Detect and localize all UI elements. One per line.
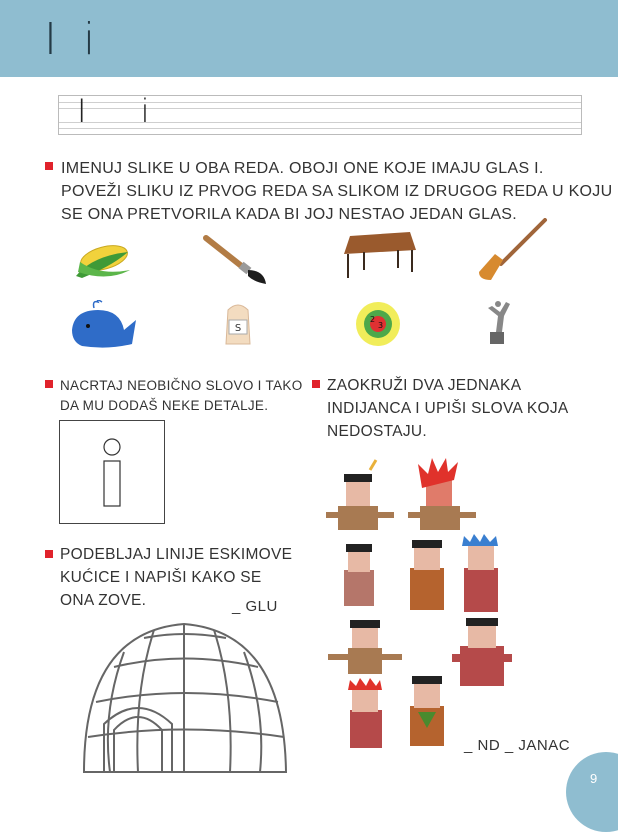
page-number: 9 [590,771,598,786]
task-bullet [312,380,320,388]
igloo-drawing[interactable] [74,612,294,782]
target-icon [354,300,402,348]
task4-line: PODEBLJAJ LINIJE ESKIMOVE [60,546,293,563]
task-bullet [45,380,53,388]
target-number: 2 [370,315,376,324]
indians-illustration [322,458,572,748]
target-number: 3 [378,321,384,330]
task1-line: POVEŽI SLIKU IZ PRVOG REDA SA SLIKOM IZ DRUGOG REDA U KOJU [61,183,613,200]
letter-i-outline [60,421,164,523]
drawing-box[interactable] [59,420,165,524]
salt-letter: S [234,323,242,334]
task4-line: ONA ZOVE. [60,592,147,609]
task4-line: KUĆICE I NAPIŠI KAKO SE [60,569,262,586]
broom-icon [475,218,549,284]
task1-text [61,157,612,226]
task-bullet [45,550,53,558]
salt-shaker-icon [218,300,258,348]
brush-icon [202,234,270,286]
task-bullet [45,162,53,170]
task1-line: IMENUJ SLIKE U OBA REDA. OBOJI ONE KOJE IMAJU GLAS I. [61,160,544,177]
whale-icon [68,300,140,350]
writing-sample: I i [77,92,172,130]
task2-line: NACRTAJ NEOBIČNO SLOVO I TAKO [60,378,303,393]
task3-line: ZAOKRUŽI DVA JEDNAKA [327,377,522,394]
corn-icon [72,236,134,284]
statue-icon [478,298,518,348]
task2-line: DA MU DODAŠ NEKE DETALJE. [60,398,269,413]
task1-line: SE ONA PRETVORILA KADA BI JOJ NESTAO JEDAN GLAS. [61,206,518,223]
handwriting-lines [58,92,582,135]
igloo-word: _ GLU [232,598,278,615]
page-corner [566,752,618,832]
task3-line: NEDOSTAJU. [327,423,428,440]
task3-line: INDIJANCA I UPIŠI SLOVA KOJA [327,400,569,417]
page-title: I i [44,14,102,65]
indian-word: _ ND _ JANAC [464,737,571,754]
table-icon [340,228,418,280]
task3-text [327,374,569,443]
task2-text [60,376,303,416]
